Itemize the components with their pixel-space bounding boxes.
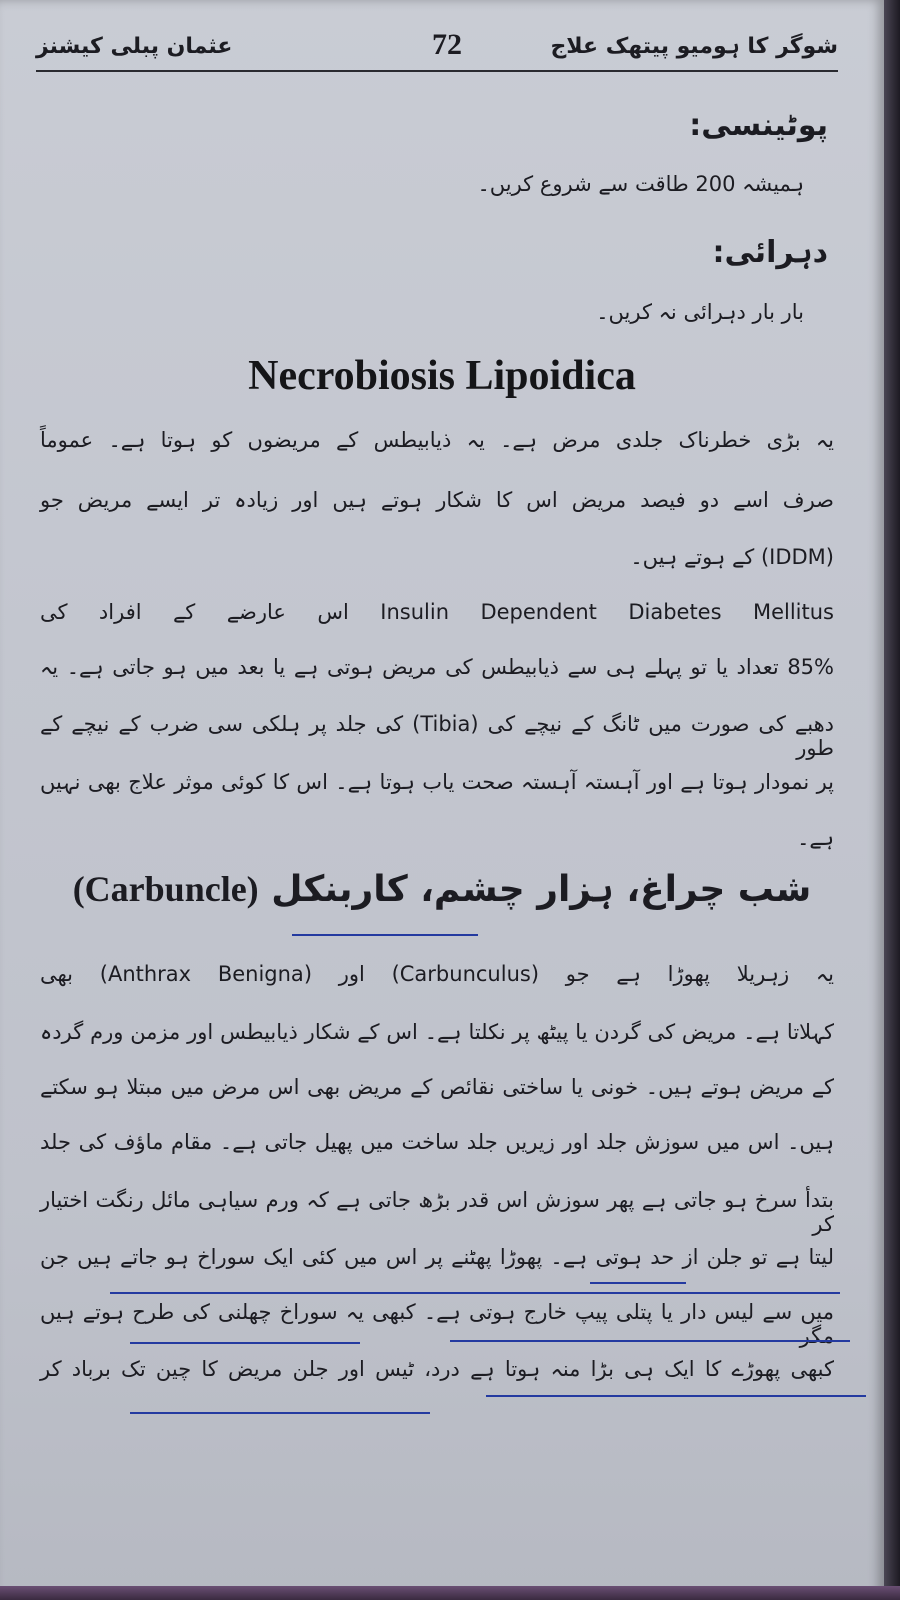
pen-underline <box>450 1340 850 1342</box>
pen-underline <box>130 1342 360 1344</box>
pen-underline <box>590 1282 686 1284</box>
carb-line-4: ہیں۔ اس میں سوزش جلد اور زیریں جلد ساخت میں پھیل جاتی ہے۔ مقام ماؤف کی جلد <box>40 1130 834 1154</box>
carbuncle-heading-urdu: شب چراغ، ہزار چشم، کاربنکل <box>271 869 812 910</box>
carbuncle-heading-english: (Carbuncle) <box>72 869 259 909</box>
carbuncle-heading <box>0 868 884 910</box>
necro-line-2: صرف اسے دو فیصد مریض اس کا شکار ہوتے ہیں اور زیادہ تر ایسے مریض جو <box>40 488 834 512</box>
header-rule <box>36 70 838 72</box>
necro-line-7: پر نمودار ہوتا ہے اور آہستہ آہستہ صحت یاب ہوتا ہے۔ اس کا کوئی موثر علاج بھی نہیں <box>40 770 834 794</box>
repetition-heading: دہرائی: <box>712 235 828 270</box>
book-title: شوگر کا ہومیو پیتھک علاج <box>550 34 838 59</box>
page-edge <box>884 0 900 1600</box>
page-number: 72 <box>432 28 462 61</box>
carb-line-7: میں سے لیس دار یا پتلی پیپ خارج ہوتی ہے۔ کبھی یہ سوراخ چھلنی کی طرح ہوتے ہیں مگر <box>40 1300 834 1348</box>
publisher-name: عثمان پبلی کیشنز <box>36 34 233 59</box>
carb-line-2: کہلاتا ہے۔ مریض کی گردن یا پیٹھ پر نکلتا ہے۔ اس کے شکار ذیابیطس اور مزمن ورم گردہ <box>40 1020 834 1044</box>
potency-heading: پوٹینسی: <box>689 108 828 143</box>
page-header <box>36 28 838 72</box>
repetition-text: بار بار دہرائی نہ کریں۔ <box>596 300 804 324</box>
necro-line-8: ہے۔ <box>797 826 834 850</box>
carb-line-5: بتدأ سرخ ہو جاتی ہے پھر سوزش اس قدر بڑھ جاتی ہے کہ ورم سیاہی مائل رنگت اختیار کر <box>40 1188 834 1236</box>
potency-text: ہمیشہ 200 طاقت سے شروع کریں۔ <box>477 172 804 196</box>
necro-line-4: Insulin Dependent Diabetes Mellitus اس عارضے کے افراد کی <box>40 600 834 624</box>
necro-line-6: دھبے کی صورت میں ٹانگ کے نیچے کی (Tibia) کی جلد پر ہلکی سی ضرب کے نیچے کے طور <box>40 712 834 760</box>
necro-line-3: (IDDM) کے ہوتے ہیں۔ <box>630 545 834 569</box>
book-bottom-edge <box>0 1586 900 1600</box>
carb-line-3: کے مریض ہوتے ہیں۔ خونی یا ساختی نقائص کے مریض بھی اس مرض میں مبتلا ہو سکتے <box>40 1075 834 1099</box>
carb-line-1: یہ زہریلا پھوڑا ہے جو (Carbunculus) اور (Anthrax Benigna) بھی <box>40 962 834 986</box>
necro-line-5: 85% تعداد یا تو پہلے ہی سے ذیابیطس کی مریض ہوتی ہے یا بعد میں ہو جاتی ہے۔ یہ <box>40 655 834 679</box>
pen-underline <box>130 1412 430 1414</box>
pen-underline <box>110 1292 840 1294</box>
carb-line-8: کبھی پھوڑے کا ایک ہی بڑا منہ ہوتا ہے درد، ٹیس اور جلن مریض کا چین تک برباد کر <box>40 1357 834 1381</box>
pen-underline <box>292 934 478 936</box>
necro-line-1: یہ بڑی خطرناک جلدی مرض ہے۔ یہ ذیابیطس کے مریضوں کو ہوتا ہے۔ عموماً <box>40 428 834 452</box>
pen-underline <box>486 1395 866 1397</box>
carb-line-6: لیتا ہے تو جلن از حد ہوتی ہے۔ پھوڑا پھٹنے پر اس میں کئی ایک سوراخ ہو جاتے ہیں جن <box>40 1245 834 1269</box>
necrobiosis-title: Necrobiosis Lipoidica <box>248 353 636 399</box>
